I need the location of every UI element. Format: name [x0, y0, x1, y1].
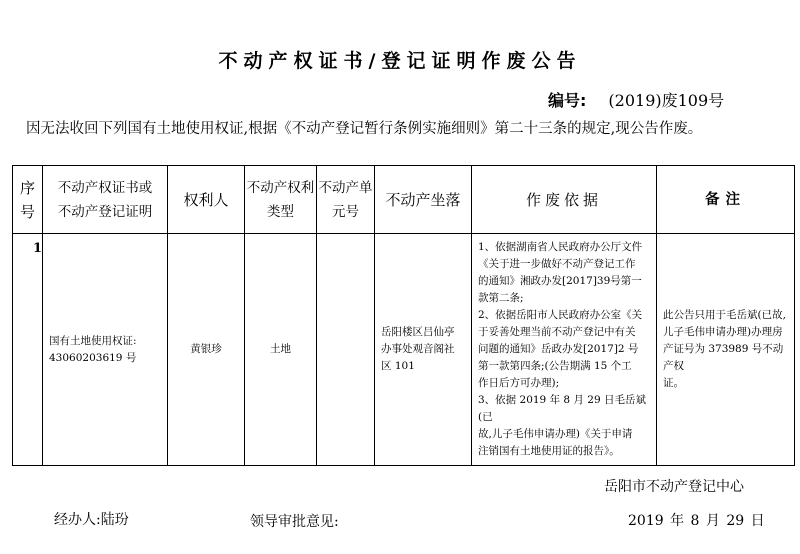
cancellation-table [12, 165, 795, 466]
page-title: 不动产权证书/登记证明作废公告 [218, 50, 582, 72]
header-holder: 权利人 [168, 166, 245, 234]
header-location: 不动产坐落 [375, 166, 472, 234]
issuing-org: 岳阳市不动产登记中心 [604, 479, 744, 495]
leader-approval: 领导审批意见: [250, 514, 339, 530]
handler: 经办人:陆玢 [54, 512, 129, 528]
header-remarks: 备注 [657, 166, 795, 234]
table-row [13, 234, 795, 466]
doc-number-value: (2019)废109号 [608, 91, 725, 110]
header-basis: 作废依据 [472, 166, 657, 234]
header-cert: 不动产权证书或 不动产登记证明 [43, 166, 168, 234]
header-unit-no: 不动产单 元号 [317, 166, 375, 234]
issue-date: 2019 年 8 月 29 日 [628, 513, 765, 529]
header-seq: 序 号 [13, 166, 43, 234]
intro-text: 因无法收回下列国有土地使用权证,根据《不动产登记暂行条例实施细则》第二十三条的规定,现公告作废。 [26, 121, 703, 137]
row-seq: 1 [13, 234, 43, 466]
doc-number [548, 88, 724, 111]
row-unit-no [317, 234, 375, 466]
row-holder: 黄银珍 [168, 234, 245, 466]
row-right-type: 土地 [245, 234, 317, 466]
row-basis: 1、依据湖南省人民政府办公厅文件 《关于进一步做好不动产登记工作 的通知》湘政办发[2017]39号第一 款第二条; 2、依据岳阳市人民政府办公室《关 于妥善处理当前不动产登记中有关 问题的通知》岳政办发[2017]2 号 第一款第四条;(公告期满 15 个工 作日后方可办理); 3、依据 2019 年 8 月 29 日毛岳斌(已 故,儿子毛伟申请办理)《关于申请 注销国有土地使用证的报告》。 [472, 234, 657, 466]
table-header-row [13, 166, 795, 234]
header-right-type: 不动产权利 类型 [245, 166, 317, 234]
row-cert: 国有土地使用权证: 43060203619 号 [43, 234, 168, 466]
row-remarks: 此公告只用于毛岳斌(已故, 儿子毛伟申请办理)办理房 产证号为 373989 号不动产权 证。 [657, 234, 795, 466]
doc-number-label: 编号: [548, 91, 587, 110]
row-location: 岳阳楼区吕仙亭 办事处观音阁社 区 101 [375, 234, 472, 466]
